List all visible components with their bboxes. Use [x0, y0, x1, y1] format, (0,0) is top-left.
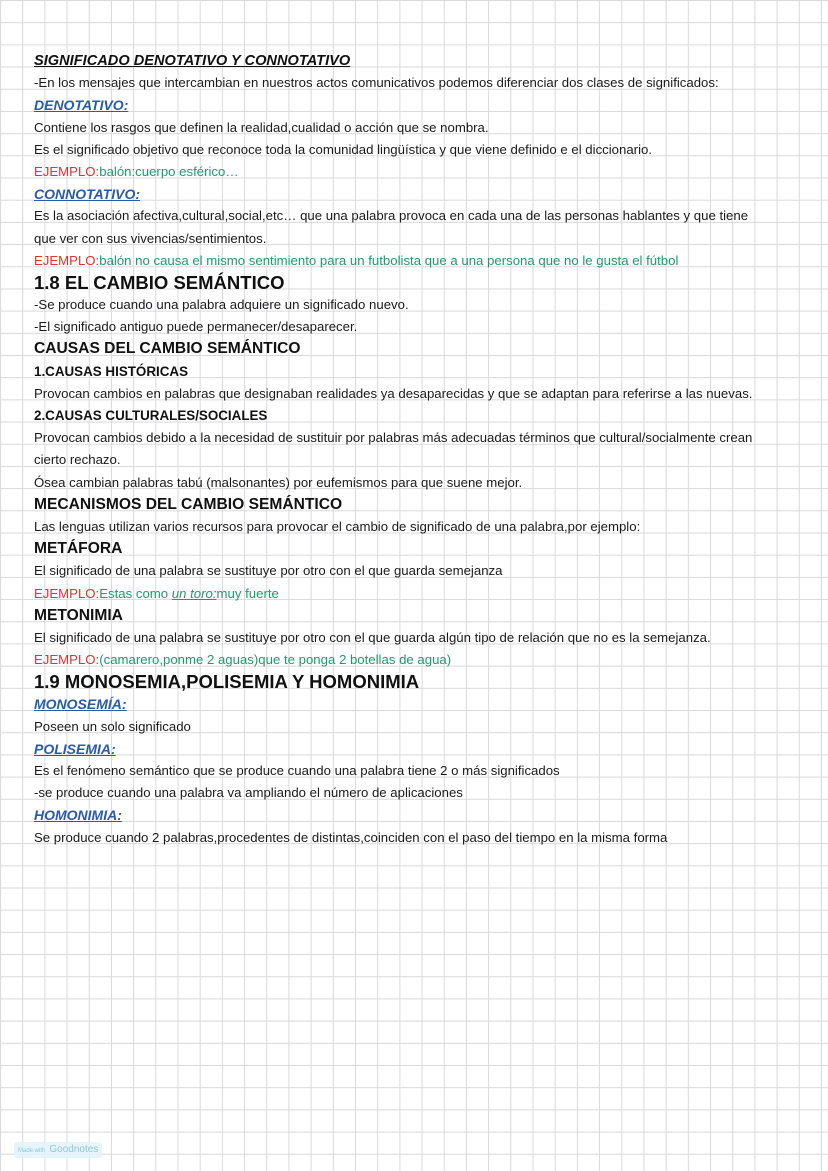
paragraph-line: Es el significado objetivo que reconoce toda la comunidad lingüística y que viene definido e el diccionario.: [34, 141, 653, 157]
heading-mecanismos: MECANISMOS DEL CAMBIO SEMÁNTICO: [34, 495, 343, 513]
paragraph-line: El significado de una palabra se sustituye por otro con el que guarda algún tipo de relación que no es la semejanza.: [34, 629, 711, 645]
paragraph-line: Provocan cambios en palabras que designaban realidades ya desaparecidas y que se adaptan para referirse a las nuevas.: [34, 385, 753, 401]
paragraph-line: Poseen un solo significado: [34, 718, 191, 734]
paragraph-line: Es la asociación afectiva,cultural,social,etc… que una palabra provoca en cada una de las personas hablantes y que tiene: [34, 208, 749, 224]
paragraph-line: El significado de una palabra se sustituye por otro con el que guarda semejanza: [34, 563, 503, 579]
heading-causas-historicas: 1.CAUSAS HISTÓRICAS: [34, 363, 189, 379]
paragraph-line: Ósea cambian palabras tabú (malsonantes) por eufemismos para que suene mejor.: [34, 474, 523, 490]
paragraph-line: Provocan cambios debido a la necesidad de sustituir por palabras más adecuadas términos que cultural/socialmente crean: [34, 430, 753, 446]
paragraph-line: Se produce cuando 2 palabras,procedentes de distintas,coinciden con el paso del tiempo en la misma forma: [34, 829, 668, 845]
heading-metonimia: METONIMIA: [34, 606, 123, 624]
example-underlined: un toro:: [171, 585, 217, 601]
example-label: EJEMPLO:: [34, 252, 100, 268]
paragraph-line: que ver con sus vivencias/sentimientos.: [34, 230, 267, 246]
subheading-monosemia: MONOSEMÍA:: [34, 696, 127, 713]
example-text: muy fuerte: [216, 585, 279, 601]
paragraph-line: Es el fenómeno semántico que se produce cuando una palabra tiene 2 o más significados: [34, 763, 560, 778]
example-denotativo: [34, 161, 814, 183]
intro-text: -En los mensajes que intercambian en nuestros actos comunicativos podemos diferenciar dos clases de significados:: [34, 75, 719, 91]
heading-causas: CAUSAS DEL CAMBIO SEMÁNTICO: [34, 340, 301, 358]
example-text: balón:cuerpo esférico…: [99, 163, 239, 179]
example-text: balón no causa el mismo sentimiento para un futbolista que a una persona que no le gusta el fútbol: [99, 252, 679, 268]
subheading-connotativo: CONNOTATIVO:: [34, 186, 141, 203]
example-text: Estas como: [99, 585, 172, 601]
example-metafora: [34, 583, 814, 605]
paragraph-line: cierto rechazo.: [34, 452, 121, 468]
paragraph-line: -se produce cuando una palabra va ampliando el número de aplicaciones: [34, 785, 463, 801]
paragraph-line: Las lenguas utilizan varios recursos para provocar el cambio de significado de una palabra,por ejemplo:: [34, 518, 641, 534]
heading-causas-culturales: 2.CAUSAS CULTURALES/SOCIALES: [34, 408, 268, 423]
example-label: EJEMPLO:: [34, 585, 100, 601]
notes-page: [34, 50, 814, 849]
subheading-homonimia: HOMONIMIA:: [34, 807, 122, 824]
example-text: (camarero,ponme 2 aguas)que te ponga 2 botellas de agua): [99, 652, 452, 668]
heading-cambio-semantico: 1.8 EL CAMBIO SEMÁNTICO: [34, 271, 285, 293]
subheading-polisemia: POLISEMIA:: [34, 740, 116, 757]
example-label: EJEMPLO:: [34, 163, 100, 179]
paragraph-line: -El significado antiguo puede permanecer/desaparecer.: [34, 319, 358, 335]
goodnotes-watermark: Made with Goodnotes: [14, 1142, 102, 1158]
heading-monosemia-polisemia-homonimia: 1.9 MONOSEMIA,POLISEMIA Y HOMONIMIA: [34, 671, 420, 693]
section-title-significado: SIGNIFICADO DENOTATIVO Y CONNOTATIVO: [34, 53, 351, 69]
paragraph-line: Contiene los rasgos que definen la realidad,cualidad o acción que se nombra.: [34, 119, 489, 135]
paragraph-line: -Se produce cuando una palabra adquiere un significado nuevo.: [34, 297, 409, 313]
subheading-denotativo: DENOTATIVO:: [34, 97, 129, 114]
heading-metafora: METÁFORA: [34, 540, 123, 558]
example-metonimia: [34, 649, 814, 671]
example-label: EJEMPLO:: [34, 652, 100, 668]
example-connotativo: [34, 250, 814, 272]
